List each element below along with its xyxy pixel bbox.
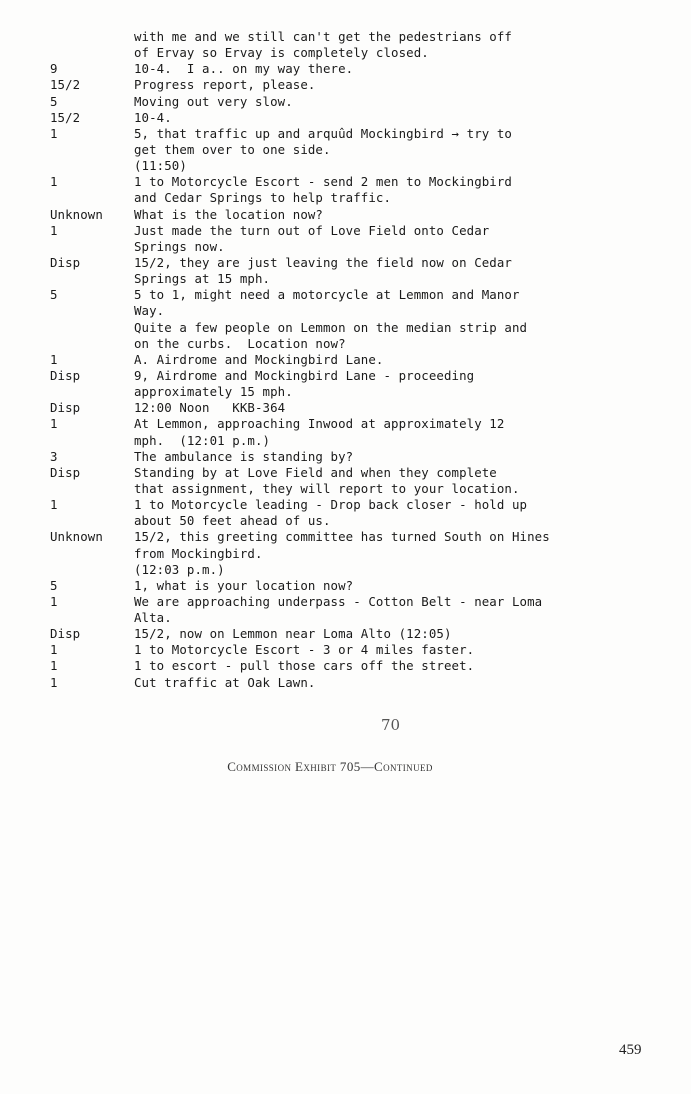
speaker-label: Disp <box>50 400 81 416</box>
transcript-text: (11:50) <box>134 158 187 174</box>
transcript-line <box>0 626 691 642</box>
transcript-line <box>0 384 691 400</box>
speaker-label: 1 <box>50 497 58 513</box>
transcript-text: about 50 feet ahead of us. <box>134 513 331 529</box>
speaker-label: Disp <box>50 367 81 383</box>
radio-transcript <box>0 29 691 691</box>
speaker-label: Unknown <box>50 529 103 545</box>
transcript-text: and Cedar Springs to help traffic. <box>134 190 392 206</box>
speaker-label: 1 <box>50 174 58 190</box>
transcript-text: What is the location now? <box>134 206 323 222</box>
transcript-text: A. Airdrome and Mockingbird Lane. <box>134 351 384 367</box>
transcript-line <box>0 255 691 271</box>
transcript-line <box>0 174 691 190</box>
transcript-line <box>0 433 691 449</box>
transcript-line <box>0 110 691 126</box>
transcript-line <box>0 29 691 45</box>
transcript-text: We are approaching underpass - Cotton Belt - near Loma <box>134 593 543 609</box>
transcript-line <box>0 61 691 77</box>
transcript-line <box>0 45 691 61</box>
transcript-line <box>0 400 691 416</box>
transcript-text: that assignment, they will report to your location. <box>134 480 520 496</box>
transcript-text: 1 to escort - pull those cars off the street. <box>134 658 475 674</box>
exhibit-caption: Commission Exhibit 705—Continued <box>227 759 433 774</box>
transcript-text: Just made the turn out of Love Field onto Cedar <box>134 222 490 238</box>
transcript-line <box>0 642 691 658</box>
transcript-line <box>0 368 691 384</box>
transcript-line <box>0 77 691 93</box>
transcript-line <box>0 513 691 529</box>
transcript-line <box>0 481 691 497</box>
transcript-line <box>0 336 691 352</box>
transcript-text: The ambulance is standing by? <box>134 448 354 464</box>
speaker-label: 3 <box>50 448 58 464</box>
transcript-text: 15/2, they are just leaving the field now on Cedar <box>134 254 512 270</box>
speaker-label: 1 <box>50 351 58 367</box>
transcript-line <box>0 675 691 691</box>
transcript-text: 5, that traffic up and arquûd Mockingbird → try to <box>134 125 512 141</box>
transcript-line <box>0 562 691 578</box>
transcript-text: Springs at 15 mph. <box>134 271 271 287</box>
transcript-line <box>0 465 691 481</box>
speaker-label: 9 <box>50 61 58 77</box>
transcript-text: from Mockingbird. <box>134 545 263 561</box>
transcript-line <box>0 578 691 594</box>
transcript-text: approximately 15 mph. <box>134 384 293 400</box>
transcript-text: Alta. <box>134 610 172 626</box>
transcript-line <box>0 126 691 142</box>
speaker-label: 1 <box>50 416 58 432</box>
transcript-text: of Ervay so Ervay is completely closed. <box>134 45 429 61</box>
transcript-text: on the curbs. Location now? <box>134 335 346 351</box>
transcript-line <box>0 303 691 319</box>
transcript-line <box>0 207 691 223</box>
transcript-text: 9, Airdrome and Mockingbird Lane - proceeding <box>134 367 475 383</box>
transcript-line <box>0 287 691 303</box>
transcript-line <box>0 497 691 513</box>
speaker-label: 1 <box>50 222 58 238</box>
transcript-line <box>0 449 691 465</box>
speaker-label: 15/2 <box>50 77 81 93</box>
transcript-line <box>0 158 691 174</box>
transcript-text: with me and we still can't get the pedestrians off <box>134 29 512 44</box>
transcript-text: 1, what is your location now? <box>134 577 354 593</box>
transcript-text: Moving out very slow. <box>134 93 293 109</box>
transcript-text: Quite a few people on Lemmon on the median strip and <box>134 319 528 335</box>
transcript-line <box>0 94 691 110</box>
speaker-label: Disp <box>50 464 81 480</box>
transcript-text: (12:03 p.m.) <box>134 561 225 577</box>
transcript-line <box>0 546 691 562</box>
transcript-text: Way. <box>134 303 165 319</box>
transcript-text: Springs now. <box>134 238 225 254</box>
transcript-line <box>0 594 691 610</box>
speaker-label: 1 <box>50 674 58 690</box>
transcript-text: Progress report, please. <box>134 77 316 93</box>
speaker-label: 5 <box>50 577 58 593</box>
transcript-text: 12:00 Noon KKB-364 <box>134 400 286 416</box>
speaker-label: Disp <box>50 626 81 642</box>
speaker-label: 1 <box>50 658 58 674</box>
transcript-text: At Lemmon, approaching Inwood at approximately 12 <box>134 416 505 432</box>
transcript-line <box>0 320 691 336</box>
transcript-text: 1 to Motorcycle leading - Drop back closer - hold up <box>134 497 528 513</box>
transcript-line <box>0 223 691 239</box>
transcript-text: 1 to Motorcycle Escort - 3 or 4 miles faster. <box>134 642 475 658</box>
speaker-label: 1 <box>50 593 58 609</box>
speaker-label: Disp <box>50 254 81 270</box>
transcript-text: 5 to 1, might need a motorcycle at Lemmon and Manor <box>134 287 520 303</box>
speaker-label: 15/2 <box>50 109 81 125</box>
transcript-text: Cut traffic at Oak Lawn. <box>134 674 316 690</box>
transcript-text: 10-4. <box>134 109 172 125</box>
transcript-line <box>0 239 691 255</box>
speaker-label: Unknown <box>50 206 103 222</box>
transcript-text: get them over to one side. <box>134 141 331 157</box>
transcript-line <box>0 271 691 287</box>
transcript-line <box>0 658 691 674</box>
transcript-line <box>0 142 691 158</box>
page-number: 459 <box>619 1042 642 1058</box>
transcript-text: mph. (12:01 p.m.) <box>134 432 271 448</box>
transcript-line <box>0 416 691 432</box>
transcript-line <box>0 610 691 626</box>
speaker-label: 1 <box>50 642 58 658</box>
page-mark: 70 <box>381 716 401 734</box>
transcript-line <box>0 352 691 368</box>
transcript-text: Standing by at Love Field and when they complete <box>134 464 497 480</box>
transcript-line <box>0 529 691 545</box>
transcript-text: 15/2, now on Lemmon near Loma Alto (12:05) <box>134 626 452 642</box>
speaker-label: 1 <box>50 125 58 141</box>
speaker-label: 5 <box>50 287 58 303</box>
speaker-label: 5 <box>50 93 58 109</box>
transcript-text: 15/2, this greeting committee has turned South on Hines <box>134 529 550 545</box>
transcript-text: 10-4. I a.. on my way there. <box>134 61 354 77</box>
transcript-line <box>0 190 691 206</box>
transcript-text: 1 to Motorcycle Escort - send 2 men to Mockingbird <box>134 174 512 190</box>
